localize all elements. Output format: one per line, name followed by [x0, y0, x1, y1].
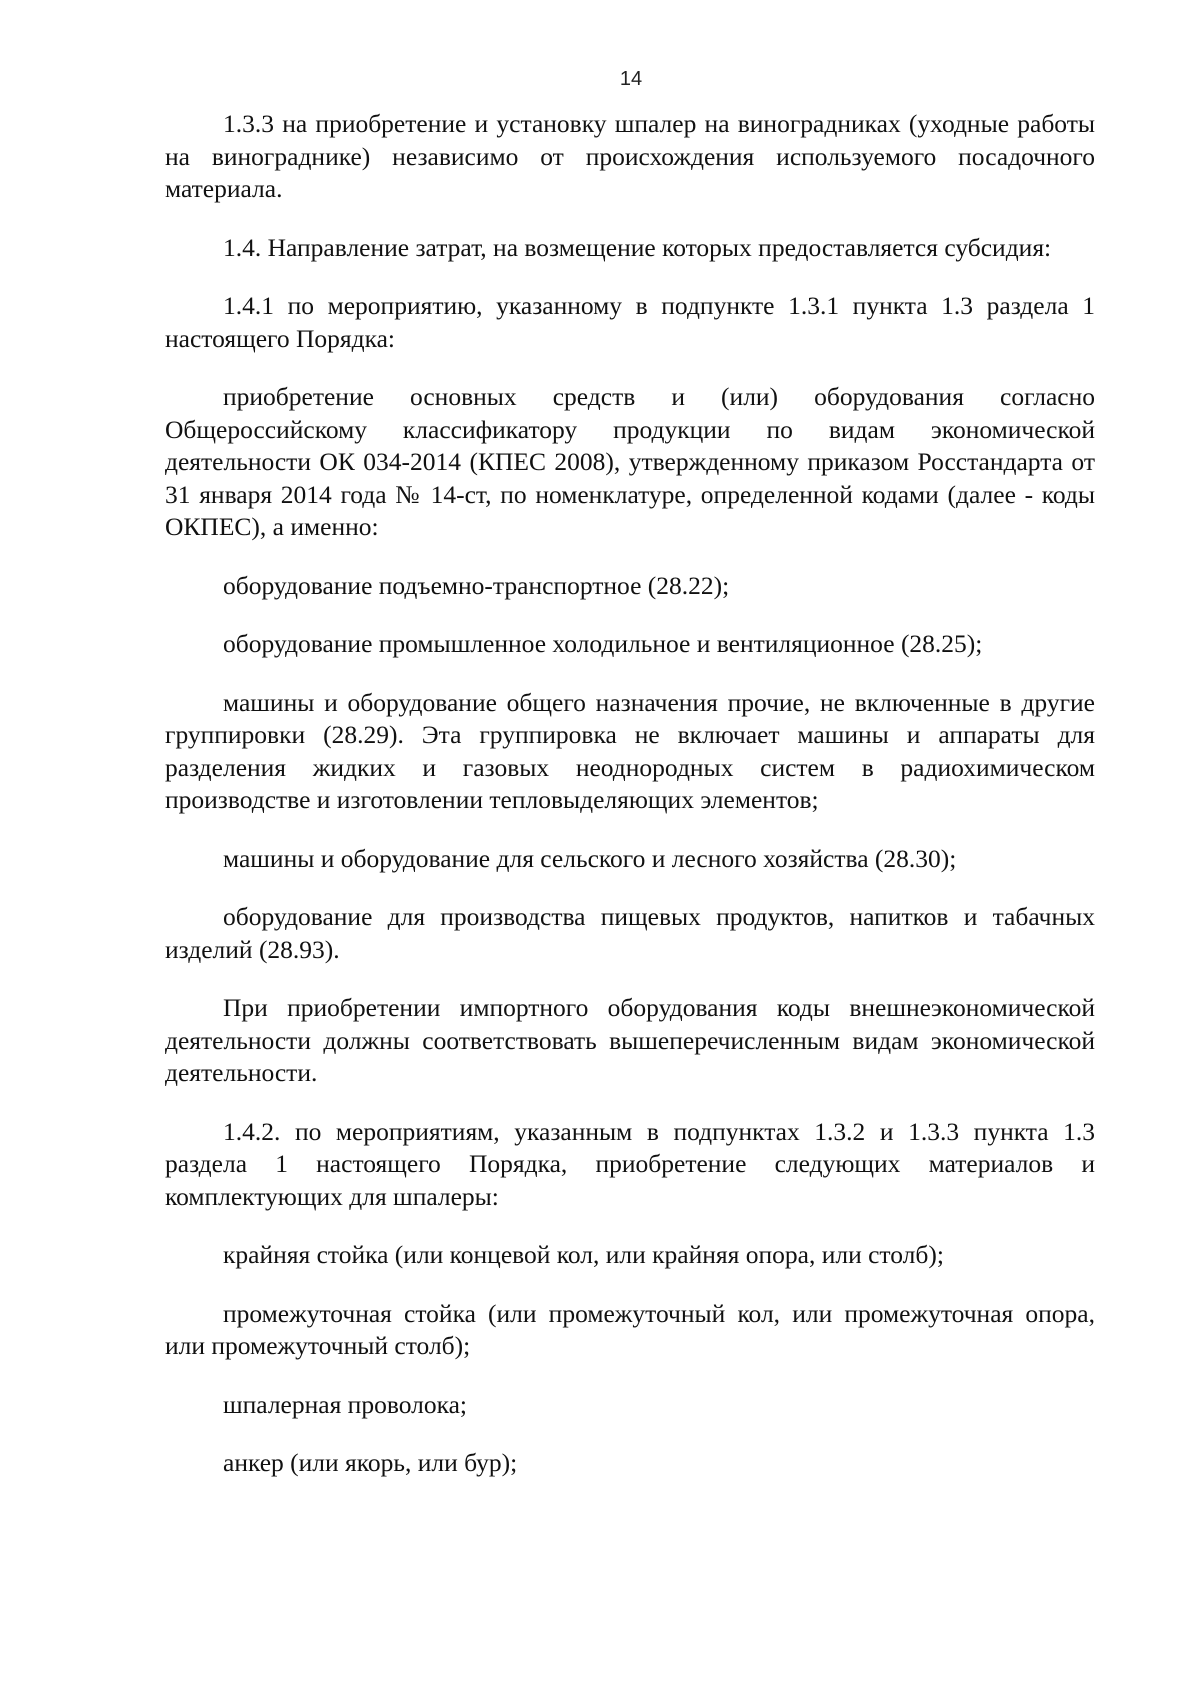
- list-item-28-29: машины и оборудование общего назначения прочие, не включенные в другие группировки (28.29). Эта группировка не включает машины и аппараты для разделения жидких и газовых неоднородных систем в радиохимическом производстве и изготовлении тепловыделяющих элементов;: [165, 687, 1095, 814]
- paragraph-1-4-1: 1.4.1 по мероприятию, указанному в подпункте 1.3.1 пункта 1.3 раздела 1 настоящего Порядка:: [165, 291, 1095, 353]
- page-number: 14: [619, 68, 643, 90]
- paragraph-okpes-intro: приобретение основных средств и (или) оборудования согласно Общероссийскому классификатору продукции по видам экономической деятельности ОК 034-2014 (КПЕС 2008), утвержденному приказом Росстандарта от 31 января 2014 года № 14-ст, по номенклатуре, определенной кодами (далее - коды ОКПЕС), а именно:: [165, 382, 1095, 541]
- list-item-28-30: машины и оборудование для сельского и лесного хозяйства (28.30);: [223, 843, 957, 873]
- list-item-28-93: оборудование для производства пищевых продуктов, напитков и табачных изделий (28.93).: [165, 902, 1095, 964]
- list-item-anchor: анкер (или якорь, или бур);: [223, 1448, 518, 1477]
- list-item-28-22: оборудование подъемно-транспортное (28.22);: [223, 570, 730, 600]
- paragraph-import-equipment: При приобретении импортного оборудования коды внешнеэкономической деятельности должны соответствовать вышеперечисленным видам экономической деятельности.: [165, 993, 1095, 1087]
- paragraph-1-4: 1.4. Направление затрат, на возмещение которых предоставляется субсидия:: [223, 232, 1052, 262]
- document-body: [165, 108, 1095, 1506]
- paragraph-1-4-2: 1.4.2. по мероприятиям, указанным в подпунктах 1.3.2 и 1.3.3 пункта 1.3 раздела 1 настоящего Порядка, приобретение следующих материалов и комплектующих для шпалеры:: [165, 1116, 1095, 1211]
- list-item-trellis-wire: шпалерная проволока;: [223, 1389, 467, 1419]
- list-item-intermediate-post: промежуточная стойка (или промежуточный кол, или промежуточная опора, или промежуточный столб);: [165, 1298, 1095, 1360]
- paragraph-1-3-3: 1.3.3 на приобретение и установку шпалер на виноградниках (уходные работы на винограднике) независимо от происхождения используемого посадочного материала.: [165, 109, 1095, 203]
- list-item-28-25: оборудование промышленное холодильное и вентиляционное (28.25);: [223, 629, 983, 658]
- list-item-end-post: крайняя стойка (или концевой кол, или крайняя опора, или столб);: [223, 1240, 944, 1269]
